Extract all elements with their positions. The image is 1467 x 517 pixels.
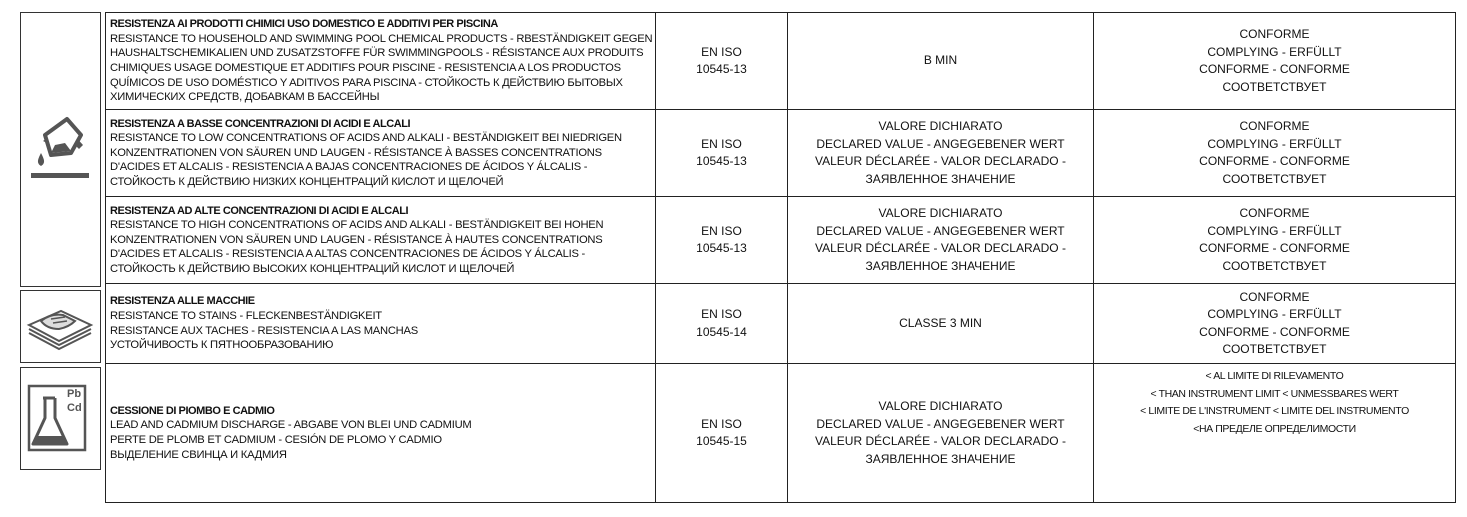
result-line: CONFORME [1239,119,1310,133]
property-title: RESISTENZA AI PRODOTTI CHIMICI USO DOMESTICO E ADDITIVI PER PISCINA [110,18,498,31]
table-row [106,284,1456,364]
standard-number: 10545-15 [696,434,747,448]
result-line: COMPLYING - ERFÜLLT [1207,44,1342,59]
standard-name: EN ISO [701,416,742,431]
value-line: VALORE DICHIARATO [878,206,1003,220]
property-line: PERTE DE PLOMB ET CADMIUM - CESIÓN DE PLOMO Y CADMIO [110,434,442,446]
lead-cadmium-flask-icon [21,368,99,468]
property-line: KONZENTRATIONEN VON SÄUREN UND LAUGEN - RÉSISTANCE À HAUTES CONCENTRATIONS [110,233,603,246]
result-line: COMPLYING - ERFÜLLT [1207,136,1342,151]
value-line: DECLARED VALUE - ANGEGEBENER WERT [816,136,1065,151]
required-value [788,364,1094,503]
table-row [106,364,1456,503]
lead-symbol-label: Pb [67,388,82,400]
property-description [106,364,656,503]
result-line: < AL LIMITE DI RILEVAMENTO [1205,370,1344,382]
standard-name: EN ISO [701,307,742,321]
result-line: < LIMITE DE L'INSTRUMENT < LIMITE DEL INSTRUMENTO [1140,405,1409,417]
value-line: VALEUR DÉCLARÉE - VALOR DECLARADO - [815,154,1066,168]
standard-number: 10545-13 [696,241,747,255]
table-row [106,110,1456,197]
property-title: RESISTENZA ALLE MACCHIE [110,295,255,308]
stain-resistance-icon-box [20,290,101,363]
required-value [788,13,1094,110]
result-line: < THAN INSTRUMENT LIMIT < UNMESSBARES WERT [1150,387,1399,400]
test-result [1094,284,1456,364]
standard-name: EN ISO [701,223,742,238]
required-value [788,197,1094,284]
standard-number: 10545-14 [696,324,747,339]
result-line: COMPLYING - ERFÜLLT [1207,307,1342,321]
result-line: CONFORME - CONFORME [1199,241,1350,255]
lead-cadmium-icon-box [20,367,101,470]
property-title: CESSIONE DI PIOMBO E CADMIO [110,404,275,417]
property-line: СТОЙКОСТЬ К ДЕЙСТВИЮ ВЫСОКИХ КОНЦЕНТРАЦИЙ КИСЛОТ И ЩЕЛОЧЕЙ [110,262,515,275]
test-standard [656,284,788,364]
property-description [106,197,656,284]
required-value [788,284,1094,364]
result-line: СООТВЕТСТВУЕТ [1222,171,1327,186]
value-line: DECLARED VALUE - ANGEGEBENER WERT [816,223,1065,238]
result-line: CONFORME - CONFORME [1199,62,1350,76]
value-line: ЗАЯВЛЕННОЕ ЗНАЧЕНИЕ [865,171,1016,186]
property-line: ХИМИЧЕСКИХ СРЕДСТВ, ДОБАВКАМ В БАССЕЙНЫ [110,91,380,104]
property-line: RESISTANCE TO HOUSEHOLD AND SWIMMING POOL CHEMICAL PRODUCTS - RBESTÄNDIGKEIT GEGEN [110,32,653,45]
standard-number: 10545-13 [696,62,747,76]
chemical-drop-icon [21,13,99,285]
property-line: RESISTANCE AUX TACHES - RESISTENCIA A LAS MANCHAS [110,324,418,337]
result-line: <НА ПРЕДЕЛЕ ОПРЕДЕЛИМОСТИ [1193,422,1356,435]
property-line: QUÍMICOS DE USO DOMÉSTICO Y ADITIVOS PARA PISCINA - СТОЙКОСТЬ К ДЕЙСТВИЮ БЫТОВЫХ [110,76,623,89]
value-line: ЗАЯВЛЕННОЕ ЗНАЧЕНИЕ [865,258,1016,273]
technical-specs-table [105,12,1456,503]
result-line: CONFORME [1239,289,1310,304]
value-line: DECLARED VALUE - ANGEGEBENER WERT [816,416,1065,431]
result-line: СООТВЕТСТВУЕТ [1222,342,1327,356]
property-description [106,13,656,110]
value-line: VALEUR DÉCLARÉE - VALOR DECLARADO - [815,434,1066,448]
result-line: COMPLYING - ERFÜLLT [1207,223,1342,238]
property-line: LEAD AND CADMIUM DISCHARGE - ABGABE VON BLEI UND CADMIUM [110,419,472,432]
result-line: CONFORME [1239,206,1310,220]
property-title: RESISTENZA AD ALTE CONCENTRAZIONI DI ACIDI E ALCALI [110,204,409,217]
test-result [1094,110,1456,197]
property-line: RESISTANCE TO STAINS - FLECKENBESTÄNDIGKEIT [110,309,382,322]
table-row [106,13,1456,110]
stain-wipe-icon [21,291,99,361]
property-description [106,284,656,364]
test-standard [656,197,788,284]
test-result [1094,197,1456,284]
test-result [1094,13,1456,110]
value-line: B MIN [923,53,958,68]
result-line: СООТВЕТСТВУЕТ [1222,258,1327,273]
chemical-resistance-icon-box [20,12,101,287]
value-line: VALORE DICHIARATO [878,119,1003,133]
property-line: RESISTANCE TO HIGH CONCENTRATIONS OF ACIDS AND ALKALI - BESTÄNDIGKEIT BEI HOHEN [110,219,604,232]
result-line: CONFORME - CONFORME [1199,154,1350,168]
property-description [106,110,656,197]
standard-name: EN ISO [701,44,742,59]
property-title: RESISTENZA A BASSE CONCENTRAZIONI DI ACIDI E ALCALI [110,117,411,130]
standard-name: EN ISO [701,136,742,151]
property-line: УСТОЙЧИВОСТЬ К ПЯТНООБРАЗОВАНИЮ [110,339,334,352]
property-line: D'ACIDES ET ALCALIS - RESISTENCIA A BAJAS CONCENTRACIONES DE ÁCIDOS Y ÁLCALIS - [110,161,588,174]
property-line: RESISTANCE TO LOW CONCENTRATIONS OF ACIDS AND ALKALI - BESTÄNDIGKEIT BEI NIEDRIGEN [110,132,622,145]
value-line: VALEUR DÉCLARÉE - VALOR DECLARADO - [815,241,1066,255]
result-line: CONFORME - CONFORME [1199,324,1350,339]
result-line: СООТВЕТСТВУЕТ [1222,79,1327,94]
cadmium-symbol-label: Cd [67,402,82,414]
value-line: ЗАЯВЛЕННОЕ ЗНАЧЕНИЕ [865,451,1016,466]
property-line: CHIMIQUES USAGE DOMESTIQUE ET ADDITIFS POUR PISCINE - RESISTENCIA A LOS PRODUCTOS [110,62,621,74]
test-standard [656,364,788,503]
property-line: HAUSHALTSCHEMIKALIEN UND ZUSATZSTOFFE FÜR SWIMMINGPOOLS - RÉSISTANCE AUX PRODUITS [110,47,644,60]
test-standard [656,13,788,110]
standard-number: 10545-13 [696,154,747,168]
property-line: СТОЙКОСТЬ К ДЕЙСТВИЮ НИЗКИХ КОНЦЕНТРАЦИЙ КИСЛОТ И ЩЕЛОЧЕЙ [110,175,504,188]
value-line: CLASSE 3 MIN [899,315,982,330]
test-standard [656,110,788,197]
property-line: ВЫДЕЛЕНИЕ СВИНЦА И КАДМИЯ [110,448,287,461]
value-line: VALORE DICHIARATO [878,399,1003,413]
table-row [106,197,1456,284]
property-line: KONZENTRATIONEN VON SÄUREN UND LAUGEN - RÉSISTANCE À BASSES CONCENTRATIONS [110,146,602,159]
property-line: D'ACIDES ET ALCALIS - RESISTENCIA A ALTAS CONCENTRACIONES DE ÁCIDOS Y ÁLCALIS - [110,248,585,261]
test-result [1094,364,1456,503]
required-value [788,110,1094,197]
result-line: CONFORME [1239,27,1310,41]
